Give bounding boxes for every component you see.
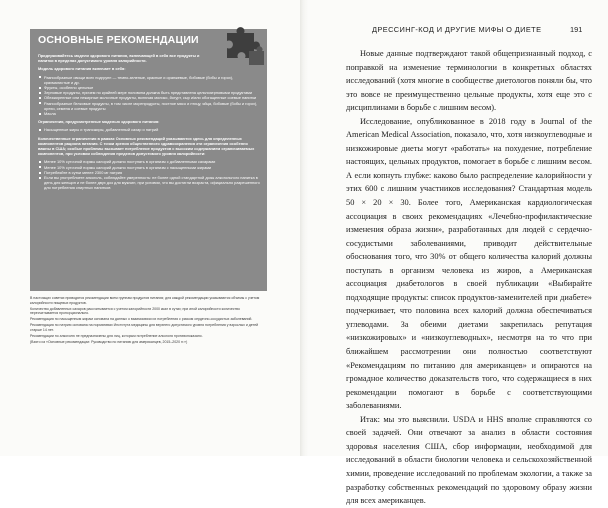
list-item: Если вы употребляете алкоголь, соблюдайте умеренность: не более одной стандартной дозы алкогольного напитка в день для женщин и не более двух доз для мужчин, при условии, что вы достигли возраста, официально разрешенного для потребления спиртных напитков — [38, 175, 260, 191]
paragraph: Новые данные подтверждают такой общепризнанный подход, с поправкой на изменение терминологии в конкретных областях исследований (хотя многие в сообществе диетологов поняли бы, что это вовсе не преимущественно цельные продукты, хотя еще это с дисциплинами в борьбе с лишним весом). — [346, 49, 592, 113]
list-item: Масла — [38, 111, 260, 116]
quant-list — [38, 159, 260, 190]
model-heading: Модель здорового питания включает в себя: — [38, 66, 126, 72]
footnote: В настоящих советах приводятся рекомендации всем группам продуктов питания; для каждой рекомендации указываются объемы с учетом калорийности пищевых продуктов. — [30, 296, 260, 305]
guidelines-sidebar — [30, 29, 267, 291]
sidebar-intro: Придерживайтесь модели здорового питания, включающей в себя все продукты и напитки в пределах допустимого уровня калорийности. — [38, 53, 200, 64]
list-item: Менее 10% суточной нормы калорий должно поступать в организм с добавленными сахарами — [38, 159, 260, 164]
paragraph: Итак: мы это выяснили. USDA и HHS вполне справляются со своей задачей. Они отвечают за анализ в области состояния здоровья населения США, сбор информации, необходимой для исследований в области биологии человека и сельскохозяйственной химии, проведение исследований по проблемам экологии, а также за разработку собственных рекомендаций по здоровому образу жизни для всех американцев. — [346, 414, 592, 506]
limits-heading: Ограничения, предусмотренные моделью здорового питания: — [38, 119, 160, 125]
body-text — [346, 47, 592, 508]
model-list — [38, 75, 260, 117]
sidebar-title: ОСНОВНЫЕ РЕКОМЕНДАЦИИ — [38, 34, 199, 46]
list-item: Насыщенные жиры и трансжиры, добавленный сахар и натрий — [38, 127, 260, 132]
right-page — [308, 0, 608, 506]
left-page — [0, 0, 300, 456]
paragraph: Исследование, опубликованное в 2018 году в Journal of the American Medical Association, показало, что, хотя низкоуглеводные и низкожировые диеты могут «работать» на похудение, потребление настоящих, цельных продуктов, помогает в борьбе с лишним весом. А если копнуть глубже: каково было распределение калорийности у этих 600 с лишним участников исследования? Стандартная модель 50 × 20 × 30. Более того, Американская кардиологическая ассоциация в своих рекомендациях «Лечебно-профилактические изменения образа жизни», разработанных для людей с сердечно-сосудистыми заболеваниями, приводит действительные обоснования того, что 30% от общего количества калорий должны поступать в организм человека из жиров, а Американская ассоциация диабетологов в своей публикации «Выбирайте подходящие продукты: список продуктов-заменителей при диабете» подчеркивает, что половина всех калорий должна обеспечиваться углеводами. За обеими диетами закрепилась репутация «низкожировых» и «низкоуглеводных», несмотря на то что при ближайшем рассмотрении они полностью соответствуют «Рекомендациям по питанию для американцев» и опираются на громадное количество доказательств того, что содержащиеся в них рекомендации помогают в борьбе с соответствующими заболеваниями. — [346, 116, 592, 411]
page-number: 191 — [570, 25, 583, 34]
footnote: Рекомендация по насыщенным жирам основана на данных о взаимосвязи их потребления с риском сердечно-сосудистых заболеваний. — [30, 317, 253, 322]
list-item: Фрукты, особенно цельные — [38, 85, 260, 90]
footnotes — [30, 296, 267, 346]
footnote: (Взято из «Основные рекомендации: Руководство по питанию для американцев, 2015–2020 гг.») — [30, 340, 188, 345]
list-item: Менее 10% суточной нормы калорий должно поступать в организм с насыщенными жирами — [38, 165, 260, 170]
book-gutter — [300, 0, 308, 456]
running-head: ДРЕССИНГ-КОД И ДРУГИЕ МИФЫ О ДИЕТЕ — [372, 25, 542, 34]
list-item: Разнообразные белковые продукты, в том числе морепродукты, постное мясо и птицу, яйца, бобовые (бобы и горох), орехи, семена и соевые продукты — [38, 101, 260, 111]
footnote: Рекомендации по алкоголю не предназначены для лиц, которым потребление алкоголя противопоказано. — [30, 334, 203, 339]
list-item: Зерновые продукты, причем по крайней мере половина должна быть представлена цельнозерновыми продуктами — [38, 90, 260, 95]
list-item: Потребляйте в сутки менее 2300 мг натрия — [38, 170, 260, 175]
list-item: Обезжиренные или нежирные молочные продукты, включая молоко, йогурт, сыр и/или обогащенные соевые напитки — [38, 95, 260, 100]
limits-list — [38, 127, 260, 132]
quant-paragraph: Количественные ограничения в рамках Основных рекомендаций указываются здесь для определенных компонентов рациона питания. С точки зрения общественного здравоохранения эти ограничения особенно важны в США; особые проблемы вызывает потребление продуктов с высоким содержанием ограничиваемых компонентов, при условии соблюдения пределов допустимого уровня калорийности: — [38, 135, 255, 157]
footnote: Рекомендация по натрию основана на нормативах Института медицины для верхнего допустимого уровня потребления у взрослых и детей старше 14 лет. — [30, 323, 259, 333]
list-item: Разнообразные овощи всех подгрупп — темно-зеленые, красные и оранжевые, бобовые (бобы и горох), крахмалистые и др. — [38, 75, 260, 85]
footnote: Количество добавленных сахаров рассчитывается с учетом калорийности 2000 ккал в сутки; при иной калорийности количество пересчитывается пропорционально. — [30, 306, 240, 316]
